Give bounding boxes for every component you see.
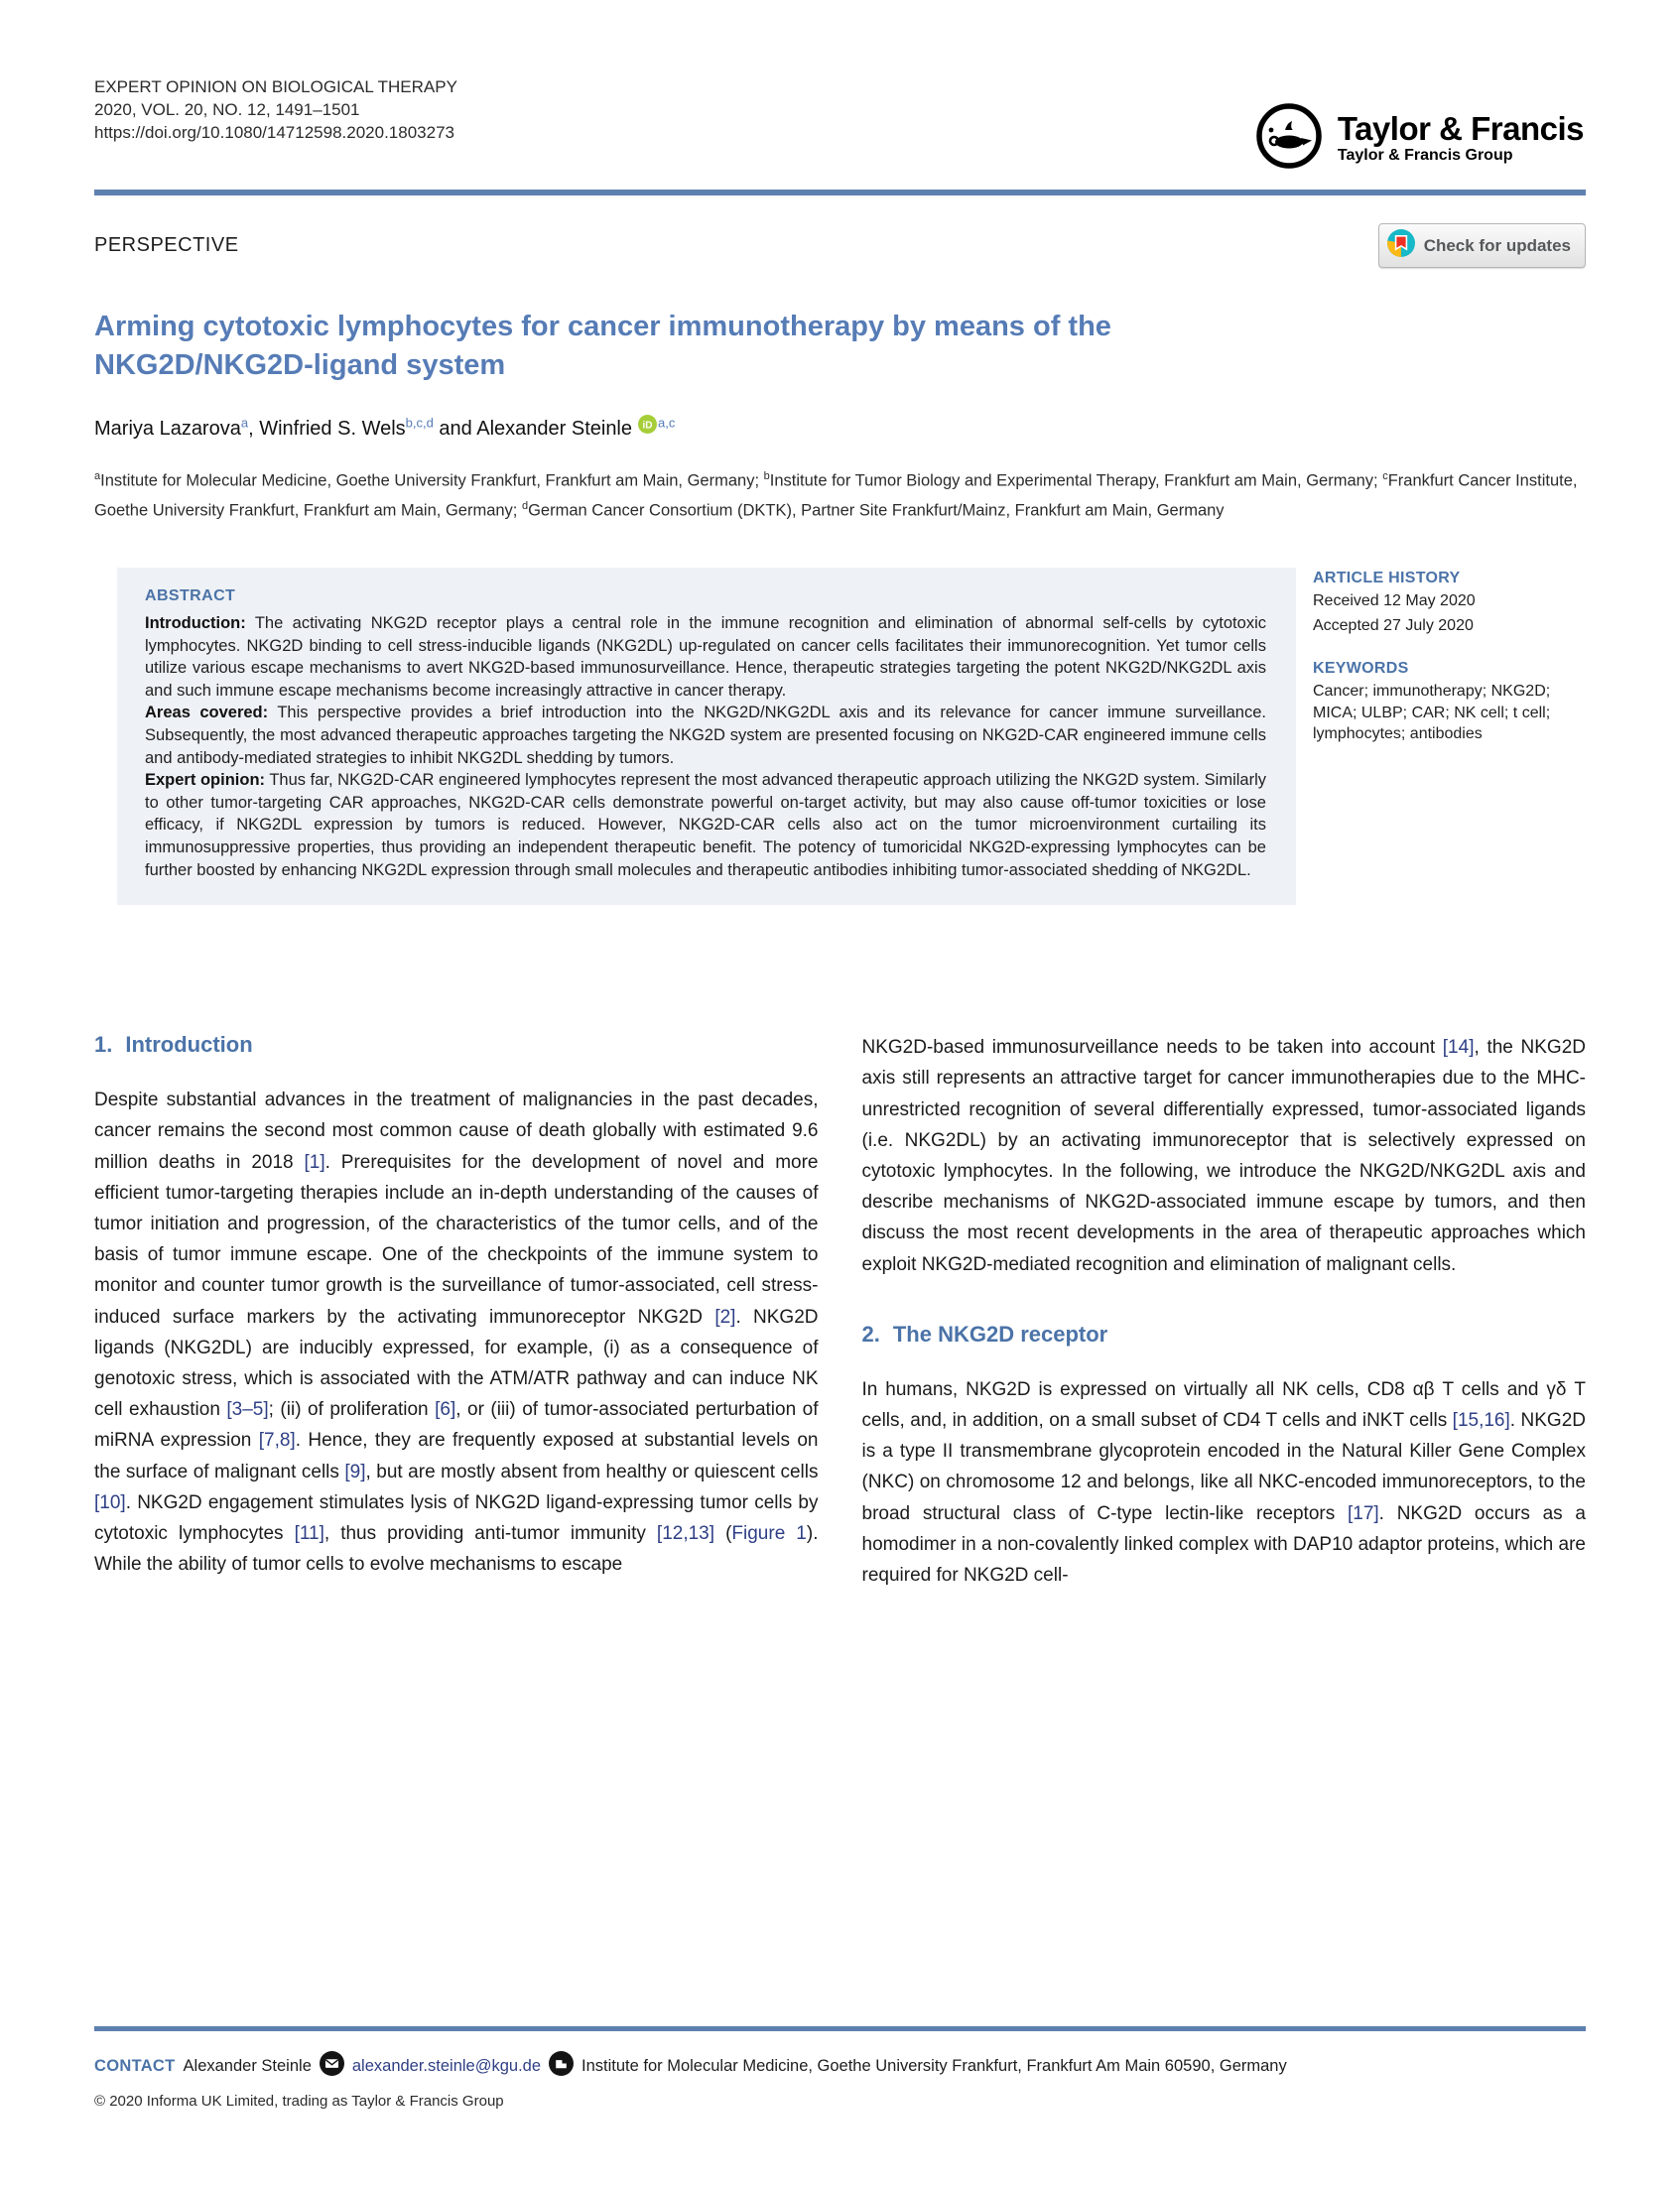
section-heading-introduction: [94, 1032, 819, 1058]
citation-link[interactable]: [3–5]: [226, 1399, 269, 1421]
right-column: [862, 1032, 1587, 1591]
affiliation-text: Frankfurt Cancer Institute, Goethe University Frankfurt, Frankfurt am Main, Germany;: [94, 471, 1578, 519]
abstract-heading: ABSTRACT: [145, 587, 236, 604]
author-separator: ,: [248, 418, 260, 440]
email-icon: [320, 2051, 344, 2081]
article-history-heading: ARTICLE HISTORY: [1312, 570, 1461, 586]
author-separator: and: [433, 418, 477, 440]
author-affil-sup: a,c: [658, 415, 676, 431]
affiliation-sup: a: [94, 470, 101, 482]
citation-link[interactable]: [15,16]: [1452, 1409, 1510, 1431]
orcid-icon[interactable]: [638, 415, 657, 440]
body-paragraph: Despite substantial advances in the treatment of malignancies in the past decades, cancer remains the second most common cause of death globally with estimated 9.6 million deaths in 2018 [1]. Prerequisites for the development of novel and more efficient tumor-targeting therapies include an in-depth understanding of the causes of tumor initiation and progression, of the characteristics of the tumor cells, and of the basis of tumor immune escape. One of the checkpoints of the immune system to monitor and counter tumor growth is the surveillance of tumor-associated, cell stress-induced surface markers by the activating immunoreceptor NKG2D [2]. NKG2D ligands (NKG2DL) are inducibly expressed, for example, (i) as a consequence of genotoxic stress, which is associated with the ATM/ATR pathway and can induce NK cell exhaustion [3–5]; (ii) of proliferation [6], or (iii) of tumor-associated perturbation of miRNA expression [7,8]. Hence, they are frequently exposed at substantial levels on the surface of malignant cells [9], but are mostly absent from healthy or quiescent cells [10]. NKG2D engagement stimulates lysis of NKG2D ligand-expressing tumor cells by cytotoxic lymphocytes [11], thus providing anti-tumor immunity [12,13] (Figure 1). While the ability of tumor cells to evolve mechanisms to escape: [94, 1090, 819, 1576]
contact-address: Institute for Molecular Medicine, Goethe University Frankfurt, Frankfurt Am Main 60590, Germany: [582, 2056, 1287, 2075]
citation-link[interactable]: [14]: [1442, 1037, 1475, 1059]
abstract-paragraph: [145, 769, 1266, 881]
affiliation-sup: d: [521, 499, 529, 512]
contact-name: Alexander Steinle: [183, 2056, 312, 2075]
keywords-heading: KEYWORDS: [1312, 660, 1409, 677]
contact-line: [94, 2051, 1586, 2081]
journal-info: [94, 75, 457, 144]
abstract-paragraph-text: The activating NKG2D receptor plays a central role in the immune recognition and elimination of abnormal self-cells by cytotoxic lymphocytes. NKG2D binding to cell stress-inducible ligands (NKG2DL) up-regulated on cancer cells facilitates their immunorecognition. Yet tumor cells utilize various escape mechanisms to avert NKG2D-based immunosurveillance. Hence, therapeutic strategies targeting the potent NKG2D/NKG2DL axis and such immune escape mechanisms become increasingly attractive in cancer therapy.: [145, 614, 1266, 700]
citation-link[interactable]: [6]: [435, 1399, 456, 1421]
affiliation-text: Institute for Molecular Medicine, Goethe University Frankfurt, Frankfurt am Main, Germany;: [100, 471, 764, 490]
abstract-paragraph-label: Expert opinion:: [145, 771, 266, 790]
abstract-paragraph: [145, 702, 1266, 769]
affiliation-sup: b: [763, 470, 770, 482]
citation-link[interactable]: [9]: [344, 1461, 366, 1482]
author-name: Mariya Lazarova: [94, 418, 241, 440]
page-footer: [94, 2026, 1586, 2110]
citation-link[interactable]: [12,13]: [656, 1522, 715, 1544]
article-meta-sidebar: [1313, 568, 1586, 905]
abstract-paragraph-text: This perspective provides a brief introduction into the NKG2D/NKG2DL axis and its relevance for cancer immune surveillance. Subsequently, the most advanced therapeutic approaches targeting the NKG2D system are presented focusing on NKG2D-CAR engineered immune cells and antibody-mediated strategies to inhibit NKG2DL shedding by tumors.: [145, 704, 1266, 767]
affiliation-text: German Cancer Consortium (DKTK), Partner Site Frankfurt/Mainz, Frankfurt am Main, Germany: [528, 501, 1225, 519]
citation-link[interactable]: [10]: [94, 1491, 126, 1513]
publisher-group-name: Taylor & Francis Group: [1337, 146, 1513, 164]
svg-text:iD: iD: [642, 420, 653, 432]
citation-link[interactable]: Figure 1: [731, 1522, 807, 1544]
journal-name: EXPERT OPINION ON BIOLOGICAL THERAPY: [94, 77, 457, 96]
article-type-label: PERSPECTIVE: [94, 234, 239, 256]
page-header: [94, 75, 1586, 176]
publisher-logo: [1254, 101, 1584, 176]
author-name: Alexander Steinle: [476, 418, 633, 440]
check-for-updates-button[interactable]: [1378, 223, 1586, 268]
section-title: The NKG2D receptor: [892, 1321, 1108, 1347]
crossmark-icon: [1387, 229, 1415, 262]
author-affil-sup: a: [240, 415, 249, 431]
body-paragraph: In humans, NKG2D is expressed on virtually all NK cells, CD8 αβ T cells and γδ T cells, and, in addition, on a small subset of CD4 T cells and iNKT cells [15,16]. NKG2D is a type II transmembrane glycoprotein encoded in the Natural Killer Gene Complex (NKC) on chromosome 12 and belongs, like all NKC-encoded immunoreceptors, to the broad structural class of C-type lectin-like receptors [17]. NKG2D occurs as a homodimer in a non-covalently linked complex with DAP10 adaptor proteins, which are required for NKG2D cell-: [861, 1378, 1587, 1586]
body-paragraph: NKG2D-based immunosurveillance needs to be taken into account [14], the NKG2D axis still represents an attractive target for cancer immunotherapies due to the MHC-unrestricted recognition of several differentially expressed, tumor-associated ligands (i.e. NKG2DL) by an activating immunoreceptor that is selectively expressed on cytotoxic lymphocytes. In the following, we introduce the NKG2D/NKG2DL axis and describe mechanisms of NKG2D-associated immune escape by tumors, and then discuss the most recent developments in the area of therapeutic approaches which exploit NKG2D-mediated recognition and elimination of malignant cells.: [861, 1037, 1586, 1275]
received-date: Received 12 May 2020: [1312, 592, 1476, 609]
author-name: Winfried S. Wels: [259, 418, 406, 440]
abstract-paragraph: [145, 612, 1266, 702]
copyright-notice: © 2020 Informa UK Limited, trading as Taylor & Francis Group: [94, 2093, 504, 2110]
section-title: Introduction: [125, 1032, 253, 1058]
article-title: Arming cytotoxic lymphocytes for cancer immunotherapy by means of the NKG2D/NKG2D-ligand system: [94, 311, 1111, 381]
address-icon: [549, 2051, 574, 2081]
section-heading-nkg2d-receptor: [862, 1322, 1587, 1348]
taylor-francis-lamp-icon: [1254, 101, 1324, 176]
citation-link[interactable]: [1]: [304, 1151, 325, 1173]
keywords-list: Cancer; immunotherapy; NKG2D; MICA; ULBP; CAR; NK cell; t cell; lymphocytes; antibodies: [1312, 683, 1551, 742]
section-number: 2.: [861, 1321, 880, 1347]
contact-label: CONTACT: [94, 2056, 176, 2075]
check-for-updates-label: Check for updates: [1423, 235, 1571, 255]
citation-link[interactable]: [11]: [294, 1522, 324, 1544]
publisher-wordmark: [1337, 109, 1584, 166]
citation-link[interactable]: [2]: [714, 1306, 736, 1328]
abstract-paragraph-label: Introduction:: [145, 614, 246, 632]
affiliation-sup: c: [1382, 470, 1388, 482]
citation-link[interactable]: [7,8]: [258, 1430, 296, 1452]
abstract-paragraph-text: Thus far, NKG2D-CAR engineered lymphocytes represent the most advanced therapeutic approach utilizing the NKG2D system. Similarly to other tumor-targeting CAR approaches, NKG2D-CAR cells demonstrate powerful on-target activity, but may also cause off-tumor toxicities or lose efficacy, if NKG2DL expression by tumors is reduced. However, NKG2D-CAR cells also act on the tumor microenvironment curtailing its immunosuppressive properties, thus providing an independent therapeutic benefit. The potency of tumoricidal NKG2D-expressing lymphocytes can be further boosted by enhancing NKG2DL expression through small molecules and therapeutic antibodies inhibiting tumor-associated shedding of NKG2DL.: [145, 771, 1266, 879]
publisher-name: Taylor & Francis: [1337, 109, 1584, 147]
article-body: [94, 1032, 1586, 1591]
section-number: 1.: [94, 1032, 113, 1058]
abstract-box: [117, 568, 1296, 905]
author-affil-sup: b,c,d: [405, 415, 434, 431]
accepted-date: Accepted 27 July 2020: [1312, 616, 1474, 634]
header-divider: [94, 190, 1586, 195]
citation-link[interactable]: [17]: [1347, 1502, 1379, 1524]
left-column: [94, 1032, 819, 1591]
journal-volume-info: 2020, VOL. 20, NO. 12, 1491–1501: [94, 100, 360, 119]
footer-divider: [94, 2026, 1586, 2031]
abstract-paragraph-label: Areas covered:: [145, 704, 269, 722]
email-link[interactable]: alexander.steinle@kgu.de: [351, 2056, 542, 2075]
doi-link[interactable]: https://doi.org/10.1080/14712598.2020.1803273: [94, 123, 454, 142]
affiliation-text: Institute for Tumor Biology and Experimental Therapy, Frankfurt am Main, Germany;: [769, 471, 1383, 490]
author-list: [94, 415, 1586, 441]
affiliations: [94, 464, 1586, 523]
